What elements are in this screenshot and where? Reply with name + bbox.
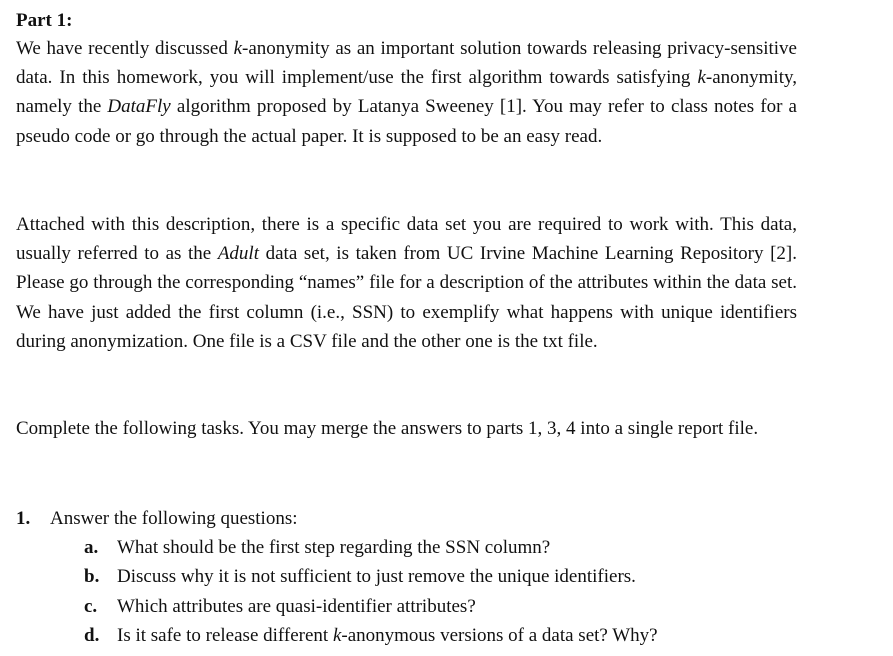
sub-question-letter: c. <box>84 595 98 617</box>
sub-question-b <box>16 562 797 591</box>
question-text: Answer the following questions: <box>50 508 298 529</box>
text-run: -anonymous versions of a data set? Why? <box>341 624 658 646</box>
text-run: -anonymity, namely the <box>16 67 797 118</box>
emphasis-datafly: DataFly <box>107 96 171 118</box>
tasks-paragraph: Complete the following tasks. You may merge the answers to parts 1, 3, 4 into a single report file. <box>16 418 759 439</box>
emphasis-k: k <box>332 624 342 646</box>
text-run: algorithm proposed by Latanya Sweeney [1]. You may refer to class notes for a pseudo code or go through the actual paper. It is supposed to be an easy read. <box>16 96 797 147</box>
intro-paragraph <box>16 34 797 151</box>
sub-question-letter: a. <box>84 537 99 559</box>
sub-question-d <box>16 621 797 650</box>
sub-question-letter: b. <box>84 566 100 588</box>
question-number: 1. <box>16 508 31 529</box>
sub-question-letter: d. <box>84 624 100 646</box>
sub-question-text: Which attributes are quasi-identifier attributes? <box>117 595 476 617</box>
question-1 <box>16 504 797 533</box>
sub-question-a <box>16 533 797 562</box>
emphasis-k: k <box>233 38 243 59</box>
dataset-paragraph <box>16 210 797 356</box>
emphasis-adult: Adult <box>217 243 259 265</box>
sub-question-text: Discuss why it is not sufficient to just remove the unique identifiers. <box>117 566 636 588</box>
section-heading: Part 1: <box>16 10 73 31</box>
text-run: We have recently discussed <box>16 38 234 59</box>
sub-question-text: What should be the first step regarding the SSN column? <box>117 537 551 559</box>
sub-question-c <box>16 592 797 621</box>
text-run: Attached with this description, there is a specific data set you are required to work with. This data, usually referred to as the <box>16 214 797 265</box>
sub-question-text <box>117 621 658 650</box>
question-list <box>16 504 797 650</box>
emphasis-k: k <box>697 67 706 89</box>
text-run: -anonymity as an important solution towards releasing privacy-sensitive data. In this homework, you will implement/use the first algorithm towards satisfying <box>16 38 797 89</box>
text-run: data set, is taken from UC Irvine Machine Learning Repository [2]. Please go through the corresponding “names” file for a description of the attributes within the data set. We have just added the first column (i.e., SSN) to exemplify what happens with unique identifiers during anonymization. One file is a CSV file and the other one is the txt file. <box>16 243 797 352</box>
text-run: Is it safe to release different <box>117 624 333 646</box>
